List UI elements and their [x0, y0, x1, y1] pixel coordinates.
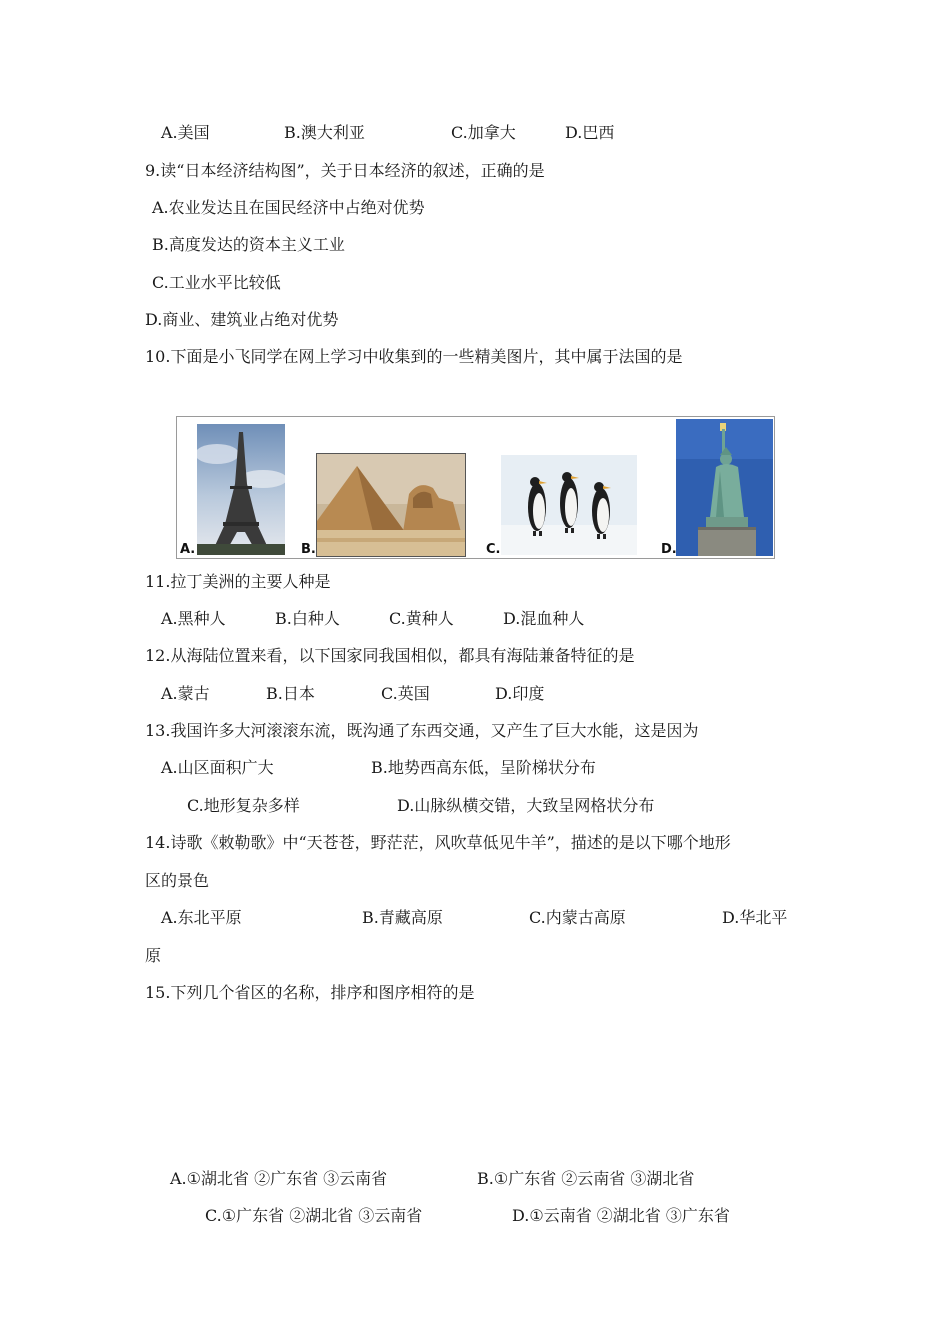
q10-picture-strip [176, 416, 775, 559]
q15-stem: 15.下列几个省区的名称，排序和图序相符的是 [145, 983, 475, 1002]
q9-option-a: A.农业发达且在国民经济中占绝对优势 [152, 198, 425, 217]
statue-of-liberty-picture [676, 419, 773, 556]
eiffel-tower-picture [197, 424, 285, 555]
q13-option-c: C.地形复杂多样 [187, 796, 300, 815]
q12-option-b: B.日本 [266, 684, 315, 703]
q14-option-b: B.青藏高原 [362, 908, 443, 927]
q11-option-c: C.黄种人 [389, 609, 454, 628]
pyramid-sphinx-picture [316, 453, 466, 557]
q11-option-b: B.白种人 [275, 609, 340, 628]
q12-option-c: C.英国 [381, 684, 430, 703]
q14-stem-line2: 区的景色 [145, 871, 210, 890]
penguins-picture [501, 455, 637, 555]
q13-option-d: D.山脉纵横交错，大致呈网格状分布 [397, 796, 655, 815]
q11-option-d: D.混血种人 [503, 609, 585, 628]
q9-option-c: C.工业水平比较低 [152, 273, 281, 292]
q15-option-b: B.①广东省 ②云南省 ③湖北省 [477, 1169, 695, 1188]
q10-label-a: A. [180, 542, 196, 557]
q12-option-d: D.印度 [495, 684, 545, 703]
q10-label-c: C. [486, 542, 501, 557]
q13-stem: 13.我国许多大河滚滚东流，既沟通了东西交通，又产生了巨大水能，这是因为 [145, 721, 699, 740]
q14-option-d-wrap: 原 [145, 946, 162, 965]
q8-option-b: B.澳大利亚 [284, 123, 365, 142]
q15-option-a: A.①湖北省 ②广东省 ③云南省 [170, 1169, 388, 1188]
q12-stem: 12.从海陆位置来看，以下国家同我国相似，都具有海陆兼备特征的是 [145, 646, 635, 665]
q14-option-d: D.华北平 [722, 908, 788, 927]
q15-option-d: D.①云南省 ②湖北省 ③广东省 [512, 1206, 730, 1225]
q14-stem-line1: 14.诗歌《敕勒歌》中“天苍苍，野茫茫，风吹草低见牛羊”，描述的是以下哪个地形 [145, 833, 731, 852]
q8-option-d: D.巴西 [565, 123, 615, 142]
q11-stem: 11.拉丁美洲的主要人种是 [145, 572, 331, 591]
q10-label-d: D. [661, 542, 677, 557]
q12-option-a: A.蒙古 [161, 684, 210, 703]
q10-stem: 10.下面是小飞同学在网上学习中收集到的一些精美图片，其中属于法国的是 [145, 347, 683, 366]
q8-option-a: A.美国 [161, 123, 210, 142]
q9-stem: 9.读“日本经济结构图”，关于日本经济的叙述，正确的是 [145, 161, 545, 180]
q9-option-b: B.高度发达的资本主义工业 [152, 235, 345, 254]
q8-option-c: C.加拿大 [451, 123, 516, 142]
q13-option-b: B.地势西高东低，呈阶梯状分布 [371, 758, 596, 777]
q14-option-a: A.东北平原 [161, 908, 242, 927]
q14-option-c: C.内蒙古高原 [529, 908, 626, 927]
q10-label-b: B. [301, 542, 316, 557]
q13-option-a: A.山区面积广大 [161, 758, 274, 777]
q9-option-d: D.商业、建筑业占绝对优势 [145, 310, 339, 329]
q11-option-a: A.黑种人 [161, 609, 226, 628]
q15-option-c: C.①广东省 ②湖北省 ③云南省 [205, 1206, 423, 1225]
